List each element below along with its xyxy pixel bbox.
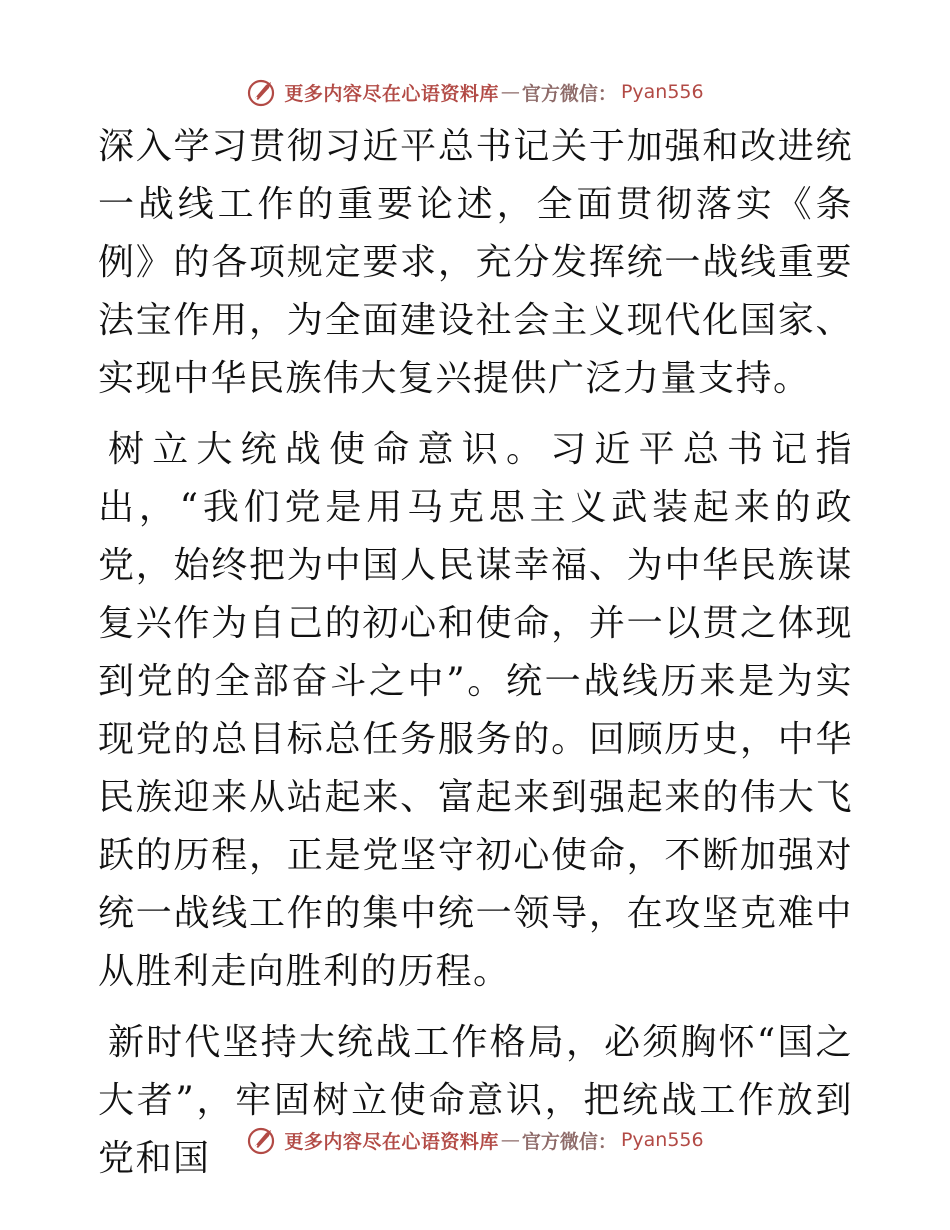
watermark-dash: — [500, 1129, 520, 1151]
paragraph-1: 深入学习贯彻习近平总书记关于加强和改进统一战线工作的重要论述，全面贯彻落实《条例》的各项规定要求，充分发挥统一战线重要法宝作用，为全面建设社会主义现代化国家、实现中华民族伟大复兴提供广泛力量支持。 [98, 126, 853, 399]
pen-nib-logo-icon [246, 76, 278, 108]
document-body [98, 118, 853, 1188]
paragraph-2: 树立大统战使命意识。习近平总书记指出，“我们党是用马克思主义武装起来的政党，始终把为中国人民谋幸福、为中华民族谋复兴作为自己的初心和使命，并一以贯之体现到党的全部奋斗之中”。统一战线历来是为实现党的总目标总任务服务的。回顾历史，中华民族迎来从站起来、富起来到强起来的伟大飞跃的历程，正是党坚守初心使命，不断加强对统一战线工作的集中统一领导，在攻坚克难中从胜利走向胜利的历程。 [98, 429, 853, 992]
watermark-main-text: 更多内容尽在心语资料库 [284, 82, 499, 105]
watermark-main-text: 更多内容尽在心语资料库 [284, 1130, 499, 1153]
watermark-label: 官方微信： [521, 1130, 617, 1153]
header-watermark [0, 72, 950, 112]
watermark-dash: — [500, 81, 520, 103]
paragraph-3: 新时代坚持大统战工作格局，必须胸怀“国之大者”，牢固树立使命意识，把统战工作放到党和国 [98, 1022, 853, 1179]
watermark-wechat-id: Pyan556 [620, 81, 704, 103]
watermark-wechat-id: Pyan556 [620, 1129, 704, 1151]
pen-nib-logo-icon [246, 1124, 278, 1156]
footer-watermark [0, 1120, 950, 1160]
watermark-label: 官方微信： [521, 82, 617, 105]
